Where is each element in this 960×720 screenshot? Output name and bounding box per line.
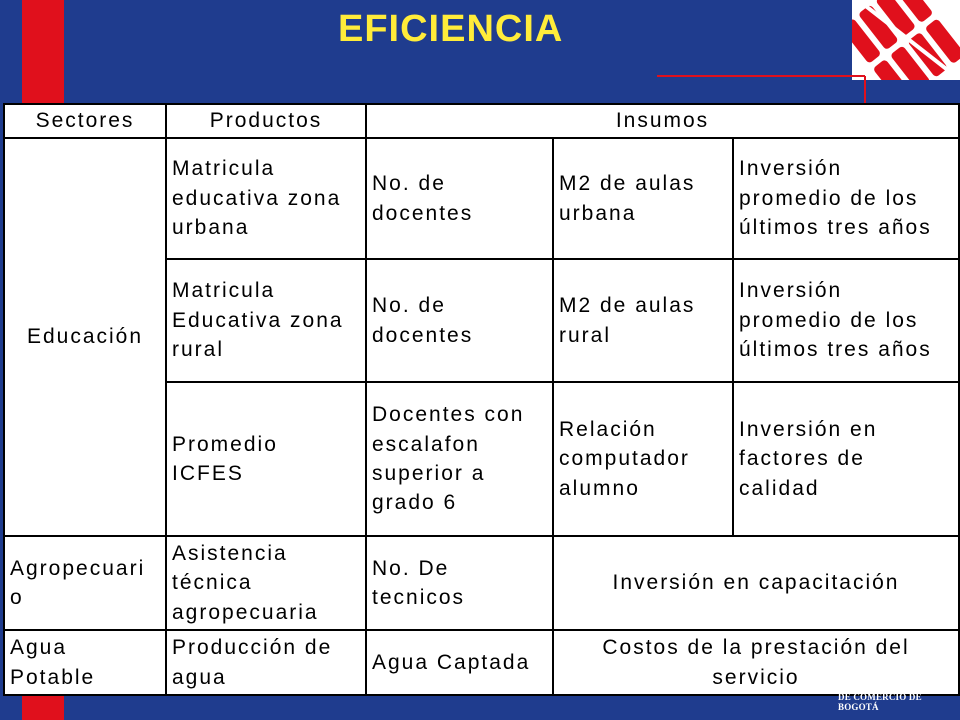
- table-cell: Producción de agua: [166, 630, 366, 695]
- slide-title: EFICIENCIA: [338, 8, 564, 50]
- table-cell: Inversión promedio de los últimos tres años: [733, 138, 959, 259]
- table-row: [4, 536, 959, 630]
- brand-logo: [852, 0, 960, 80]
- table-cell: Relación computador alumno: [553, 382, 733, 536]
- table-row: [4, 630, 959, 695]
- table-cell: Inversión promedio de los últimos tres años: [733, 259, 959, 382]
- table-cell: Asistencia técnica agropecuaria: [166, 536, 366, 630]
- efficiency-table: [3, 103, 960, 696]
- table-cell: Docentes con escalafon superior a grado 6: [366, 382, 553, 536]
- sector-educacion: Educación: [4, 138, 166, 536]
- table-cell: No. De tecnicos: [366, 536, 553, 630]
- sector-agua-potable: Agua Potable: [4, 630, 166, 695]
- table-cell: Matricula Educativa zona rural: [166, 259, 366, 382]
- sector-agropecuario: Agropecuari o: [4, 536, 166, 630]
- table-cell: No. de docentes: [366, 138, 553, 259]
- header-productos: Productos: [166, 104, 366, 138]
- header-insumos: Insumos: [366, 104, 959, 138]
- table-cell: Agua Captada: [366, 630, 553, 695]
- chamber-logo-icon: [852, 0, 960, 80]
- header-sectores: Sectores: [4, 104, 166, 138]
- table-cell: Costos de la prestación del servicio: [553, 630, 959, 695]
- table-row: [4, 138, 959, 259]
- table-cell: No. de docentes: [366, 259, 553, 382]
- footer-brand-text: DE COMERCIO DE BOGOTÁ: [838, 692, 922, 712]
- header-row: [4, 104, 959, 138]
- decorative-line: [657, 75, 865, 77]
- table-cell: Inversión en factores de calidad: [733, 382, 959, 536]
- table-cell: Promedio ICFES: [166, 382, 366, 536]
- table-cell: M2 de aulas rural: [553, 259, 733, 382]
- table-cell: Inversión en capacitación: [553, 536, 959, 630]
- decorative-line-vertical: [864, 76, 866, 104]
- table-cell: Matricula educativa zona urbana: [166, 138, 366, 259]
- table-cell: M2 de aulas urbana: [553, 138, 733, 259]
